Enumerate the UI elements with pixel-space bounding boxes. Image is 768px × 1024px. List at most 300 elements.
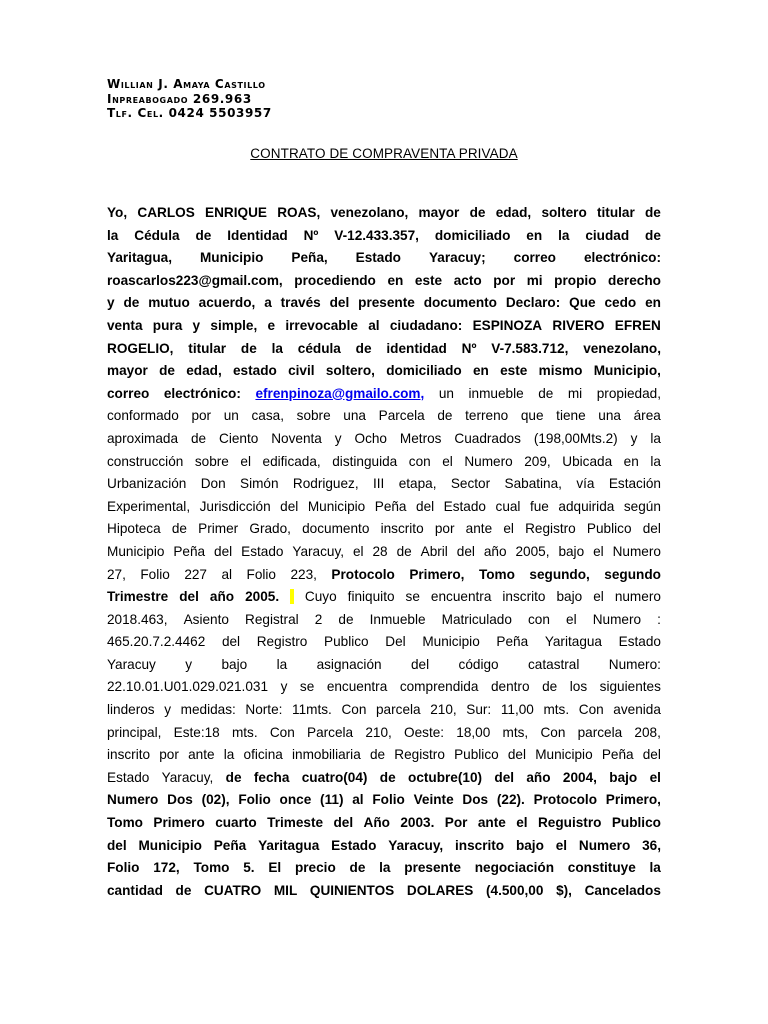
word: correo bbox=[513, 250, 556, 266]
word-group bbox=[172, 518, 187, 541]
word-group bbox=[179, 586, 199, 609]
word: 11,00 bbox=[500, 702, 534, 718]
word: 210, bbox=[430, 702, 457, 718]
word-group bbox=[525, 518, 576, 541]
word: año bbox=[483, 543, 507, 559]
word-group bbox=[491, 338, 568, 361]
word: cuatro(04) bbox=[301, 769, 368, 785]
body-line bbox=[107, 202, 661, 225]
word: octubre(10) bbox=[408, 769, 483, 785]
word-group bbox=[503, 722, 529, 745]
word-group bbox=[442, 609, 512, 632]
word: del bbox=[221, 634, 241, 650]
word-group bbox=[608, 270, 661, 293]
word-group bbox=[315, 609, 323, 632]
word: QUINIENTOS bbox=[309, 882, 395, 898]
word-group bbox=[407, 880, 473, 903]
document-body bbox=[107, 202, 661, 902]
word-group bbox=[459, 654, 499, 677]
word-group bbox=[598, 405, 621, 428]
word-group bbox=[568, 383, 582, 406]
word: Estado bbox=[107, 769, 150, 785]
word: Numero bbox=[592, 611, 642, 627]
word-group bbox=[527, 270, 543, 293]
word: Tomo bbox=[478, 566, 515, 582]
word: precio bbox=[294, 860, 336, 876]
word-group bbox=[558, 225, 569, 248]
word-group bbox=[466, 699, 491, 722]
word: cantidad bbox=[107, 882, 163, 898]
word-group bbox=[107, 812, 143, 835]
word-group bbox=[107, 270, 283, 293]
word: Rodriguez, bbox=[292, 476, 359, 492]
word-group bbox=[327, 676, 387, 699]
word: Dos bbox=[167, 792, 193, 808]
word: mts. bbox=[543, 702, 570, 718]
word: Peña bbox=[374, 498, 407, 514]
word-group bbox=[462, 789, 488, 812]
word: la bbox=[650, 430, 661, 446]
document-title: CONTRATO DE COMPRAVENTA PRIVADA bbox=[250, 146, 518, 161]
word: oficina bbox=[243, 747, 283, 763]
word-group bbox=[414, 789, 454, 812]
word: del bbox=[329, 295, 350, 311]
word-group bbox=[602, 744, 634, 767]
word-group bbox=[593, 609, 641, 632]
word-group bbox=[609, 473, 661, 496]
word: edad, bbox=[495, 205, 532, 220]
word-group bbox=[215, 812, 257, 835]
word: del bbox=[642, 747, 661, 763]
word-group bbox=[308, 496, 365, 519]
word-group bbox=[526, 225, 542, 248]
word: área bbox=[633, 408, 661, 424]
word-group bbox=[159, 744, 179, 767]
word: de bbox=[159, 363, 175, 379]
word: de bbox=[225, 769, 242, 785]
word: Hipoteca bbox=[107, 521, 161, 537]
word: Municipio bbox=[199, 250, 264, 266]
word: (4.500,00 bbox=[485, 882, 544, 898]
word: una bbox=[343, 408, 366, 424]
word-group bbox=[181, 699, 236, 722]
word: estado bbox=[233, 363, 277, 379]
word-group bbox=[330, 292, 350, 315]
word-group bbox=[107, 722, 161, 745]
word: 223, bbox=[290, 566, 317, 582]
word-group bbox=[107, 880, 163, 903]
word: sobre bbox=[296, 408, 331, 424]
word: de bbox=[469, 205, 486, 220]
word: Estado bbox=[355, 250, 401, 266]
word-group bbox=[247, 564, 276, 587]
word-group bbox=[528, 609, 550, 632]
word-group bbox=[140, 564, 169, 587]
word-group bbox=[193, 315, 201, 338]
word-group bbox=[281, 676, 288, 699]
word: la bbox=[107, 227, 119, 243]
word-group bbox=[107, 405, 179, 428]
word: Ocho bbox=[354, 430, 387, 446]
word-group bbox=[624, 496, 661, 519]
word-group bbox=[600, 676, 661, 699]
word-group bbox=[267, 812, 323, 835]
word-group bbox=[184, 609, 229, 632]
word-group bbox=[107, 767, 149, 790]
word: Folio bbox=[140, 566, 170, 582]
word-group bbox=[324, 631, 369, 654]
word: El bbox=[268, 860, 282, 876]
word-group bbox=[188, 744, 214, 767]
word: el bbox=[240, 453, 251, 469]
word-group bbox=[570, 676, 587, 699]
word-group bbox=[173, 541, 205, 564]
word: 2005, bbox=[515, 543, 550, 559]
word-group bbox=[356, 247, 401, 270]
word: cuarto bbox=[215, 815, 257, 831]
word: Don bbox=[200, 476, 226, 492]
word-group bbox=[593, 541, 604, 564]
word-group bbox=[478, 812, 506, 835]
word-group bbox=[148, 292, 190, 315]
word-group bbox=[107, 857, 139, 880]
word-group bbox=[462, 338, 477, 361]
word: Oeste: bbox=[404, 724, 445, 740]
body-line bbox=[107, 564, 661, 587]
word-group bbox=[221, 654, 247, 677]
word-group bbox=[484, 541, 507, 564]
word: Yaracuy, bbox=[292, 543, 345, 559]
word: Folio bbox=[372, 792, 405, 808]
word-group bbox=[379, 857, 390, 880]
word: documento bbox=[302, 521, 370, 537]
word: Con bbox=[540, 724, 566, 740]
word-group bbox=[529, 564, 589, 587]
word: ENRIQUE bbox=[205, 205, 267, 220]
word: Folio bbox=[246, 566, 276, 582]
word: del bbox=[456, 543, 475, 559]
word-group bbox=[270, 722, 295, 745]
word-group bbox=[333, 812, 353, 835]
word-group bbox=[280, 496, 298, 519]
word-group bbox=[399, 473, 437, 496]
body-line bbox=[107, 631, 661, 654]
body-line bbox=[107, 338, 661, 361]
word-group bbox=[609, 767, 637, 790]
word: ciudadano: bbox=[389, 317, 463, 333]
word: documento bbox=[423, 295, 497, 311]
word: por bbox=[191, 408, 212, 424]
word-group bbox=[524, 451, 550, 474]
email-link[interactable]: efrenpinoza@gmailo.com, bbox=[255, 385, 425, 401]
word: se bbox=[299, 679, 315, 695]
word-group bbox=[430, 699, 456, 722]
word: 208, bbox=[634, 724, 661, 740]
word-group bbox=[185, 654, 192, 677]
word-group bbox=[332, 451, 397, 474]
word: propiedad, bbox=[596, 385, 661, 401]
word-group bbox=[585, 880, 661, 903]
word-group bbox=[556, 880, 572, 903]
word: segundo, bbox=[529, 566, 590, 582]
word: Peña bbox=[601, 747, 634, 763]
word-group bbox=[162, 767, 214, 790]
word-group bbox=[543, 699, 569, 722]
word-group bbox=[516, 812, 527, 835]
word: que bbox=[520, 408, 544, 424]
body-line bbox=[107, 835, 661, 858]
word-group bbox=[331, 835, 376, 858]
body-line bbox=[107, 360, 661, 383]
word: electrónico: bbox=[163, 385, 241, 401]
word-group bbox=[232, 722, 258, 745]
word: Tomo bbox=[107, 815, 143, 831]
word: los bbox=[569, 679, 588, 695]
word: ESPINOZA bbox=[472, 317, 543, 333]
word: Sur: bbox=[466, 702, 492, 718]
word-group bbox=[107, 586, 168, 609]
word: del bbox=[416, 498, 435, 514]
word: Municipio bbox=[107, 543, 165, 559]
body-line bbox=[107, 315, 661, 338]
word-group bbox=[612, 812, 661, 835]
word-group bbox=[245, 586, 279, 609]
body-line bbox=[107, 789, 661, 812]
word-group bbox=[302, 518, 369, 541]
word-group bbox=[258, 835, 319, 858]
word-group bbox=[195, 225, 211, 248]
word: casa, bbox=[251, 408, 284, 424]
word: titular bbox=[597, 205, 635, 220]
word-group bbox=[341, 699, 366, 722]
word-group bbox=[579, 835, 630, 858]
word-group bbox=[210, 586, 234, 609]
word: 2018.463, bbox=[107, 611, 168, 627]
word-group bbox=[107, 676, 268, 699]
word-group bbox=[604, 292, 636, 315]
word: inmueble bbox=[468, 385, 524, 401]
word: numero bbox=[614, 589, 661, 605]
word-group bbox=[388, 835, 443, 858]
word-group bbox=[473, 360, 489, 383]
word: irrevocable bbox=[285, 317, 358, 333]
word-group bbox=[338, 609, 353, 632]
word-group bbox=[352, 789, 363, 812]
word: Sabatina, bbox=[504, 476, 562, 492]
word-group bbox=[545, 631, 602, 654]
author-name: Willian J. Amaya Castillo bbox=[107, 77, 266, 91]
word-group bbox=[358, 292, 415, 315]
word: catastral bbox=[528, 656, 580, 672]
body-line bbox=[107, 405, 661, 428]
word-group bbox=[195, 451, 229, 474]
word-group bbox=[107, 338, 173, 361]
word-group bbox=[475, 857, 554, 880]
word-group bbox=[298, 338, 341, 361]
word-group bbox=[293, 473, 359, 496]
word: el bbox=[516, 815, 528, 831]
word: Registral bbox=[245, 611, 299, 627]
word: presente bbox=[404, 860, 461, 876]
word-group bbox=[240, 451, 251, 474]
word: al bbox=[368, 317, 380, 333]
word-group bbox=[205, 202, 267, 225]
word: etapa, bbox=[398, 476, 437, 492]
word: comprendida bbox=[399, 679, 479, 695]
word-group bbox=[107, 473, 186, 496]
word-group bbox=[558, 496, 614, 519]
word: de bbox=[645, 227, 661, 243]
word-group bbox=[356, 338, 372, 361]
word: la bbox=[649, 860, 661, 876]
word: del bbox=[214, 543, 233, 559]
word: encuentra bbox=[430, 589, 492, 605]
word-group bbox=[153, 812, 204, 835]
word: cédula bbox=[297, 340, 341, 356]
word: domiciliado bbox=[434, 227, 511, 243]
word: conformado bbox=[107, 408, 179, 424]
word-group bbox=[503, 518, 514, 541]
word: al bbox=[221, 566, 233, 582]
word-group bbox=[222, 631, 240, 654]
word-group bbox=[240, 473, 279, 496]
word: venezolano, bbox=[583, 340, 661, 356]
highlight-mark bbox=[290, 589, 294, 604]
word: de bbox=[645, 205, 661, 220]
word: EFREN bbox=[614, 317, 661, 333]
word: inscrito bbox=[502, 589, 546, 605]
word-group bbox=[505, 473, 562, 496]
word: este bbox=[500, 363, 528, 379]
word: mi bbox=[526, 272, 543, 288]
body-line bbox=[107, 518, 661, 541]
word-group bbox=[292, 744, 361, 767]
body-line bbox=[107, 722, 661, 745]
word-group bbox=[263, 451, 321, 474]
word: Cuyo bbox=[304, 589, 337, 605]
word: (22). bbox=[496, 792, 525, 808]
word: DOLARES bbox=[406, 882, 474, 898]
word-group bbox=[444, 496, 486, 519]
word-group bbox=[244, 744, 283, 767]
word: e bbox=[267, 317, 276, 333]
word: Metros bbox=[399, 430, 442, 446]
word: de bbox=[538, 385, 554, 401]
word-group bbox=[243, 857, 254, 880]
word-group bbox=[528, 654, 579, 677]
word: de bbox=[369, 747, 386, 763]
word: Publico bbox=[586, 521, 632, 537]
word-group bbox=[540, 722, 565, 745]
word-group bbox=[334, 225, 419, 248]
word-group bbox=[497, 789, 525, 812]
word-group bbox=[186, 360, 222, 383]
word: Estado bbox=[331, 837, 377, 853]
word-group bbox=[191, 428, 206, 451]
word: asignación bbox=[316, 656, 382, 672]
word: de bbox=[437, 408, 453, 424]
word: venta bbox=[107, 317, 143, 333]
word: mutuo bbox=[148, 295, 190, 311]
word: : bbox=[657, 611, 661, 627]
word-group bbox=[381, 518, 424, 541]
word-group bbox=[226, 767, 242, 790]
word: vía bbox=[576, 476, 595, 492]
body-line bbox=[107, 609, 661, 632]
body-line bbox=[107, 767, 661, 790]
word: mismo bbox=[538, 363, 583, 379]
word: Ciento bbox=[219, 430, 259, 446]
word: 2003. bbox=[400, 815, 435, 831]
word-group bbox=[138, 835, 201, 858]
word: parcela bbox=[376, 702, 421, 718]
word-group bbox=[307, 722, 353, 745]
word: adquirida bbox=[558, 498, 615, 514]
word-group bbox=[615, 315, 661, 338]
word: de bbox=[175, 882, 192, 898]
word-group bbox=[134, 225, 179, 248]
word-group bbox=[292, 699, 332, 722]
word: Noventa bbox=[271, 430, 322, 446]
word: través bbox=[280, 295, 321, 311]
word: Yaracuy, bbox=[161, 769, 214, 785]
word-group bbox=[164, 699, 171, 722]
word: constituye bbox=[567, 860, 636, 876]
word: de bbox=[171, 521, 187, 537]
word-group bbox=[107, 789, 158, 812]
word-group bbox=[305, 586, 337, 609]
word: siguientes bbox=[599, 679, 661, 695]
word-group bbox=[385, 631, 405, 654]
body-line bbox=[107, 744, 661, 767]
word: 11mts. bbox=[292, 702, 332, 718]
word-group bbox=[506, 292, 560, 315]
word-group bbox=[387, 270, 403, 293]
word-group bbox=[245, 609, 299, 632]
word-group bbox=[281, 292, 321, 315]
word-group bbox=[249, 518, 291, 541]
body-line bbox=[107, 428, 661, 451]
word-group bbox=[409, 451, 431, 474]
word: Peña bbox=[173, 543, 206, 559]
word-group bbox=[390, 315, 463, 338]
word: MIL bbox=[273, 882, 298, 898]
word-group bbox=[302, 767, 368, 790]
word: dentro bbox=[490, 679, 530, 695]
word-group bbox=[439, 383, 454, 406]
word-group bbox=[107, 292, 115, 315]
word-group bbox=[372, 789, 404, 812]
word: bajo bbox=[221, 656, 248, 672]
word-group bbox=[568, 857, 636, 880]
word: civil bbox=[288, 363, 315, 379]
word: domiciliado bbox=[386, 363, 462, 379]
word-group bbox=[227, 225, 287, 248]
word-group bbox=[241, 338, 257, 361]
word-group bbox=[191, 405, 211, 428]
word-group bbox=[584, 247, 661, 270]
word: medidas: bbox=[180, 702, 236, 718]
word-group bbox=[107, 744, 150, 767]
inpreabogado-number: Inpreabogado 269.963 bbox=[107, 91, 252, 106]
word-group bbox=[606, 789, 661, 812]
word-group bbox=[416, 496, 434, 519]
word-group bbox=[556, 405, 585, 428]
word: soltero, bbox=[325, 363, 375, 379]
word-group bbox=[541, 202, 586, 225]
word: 5. bbox=[243, 860, 255, 876]
word-group bbox=[350, 857, 366, 880]
